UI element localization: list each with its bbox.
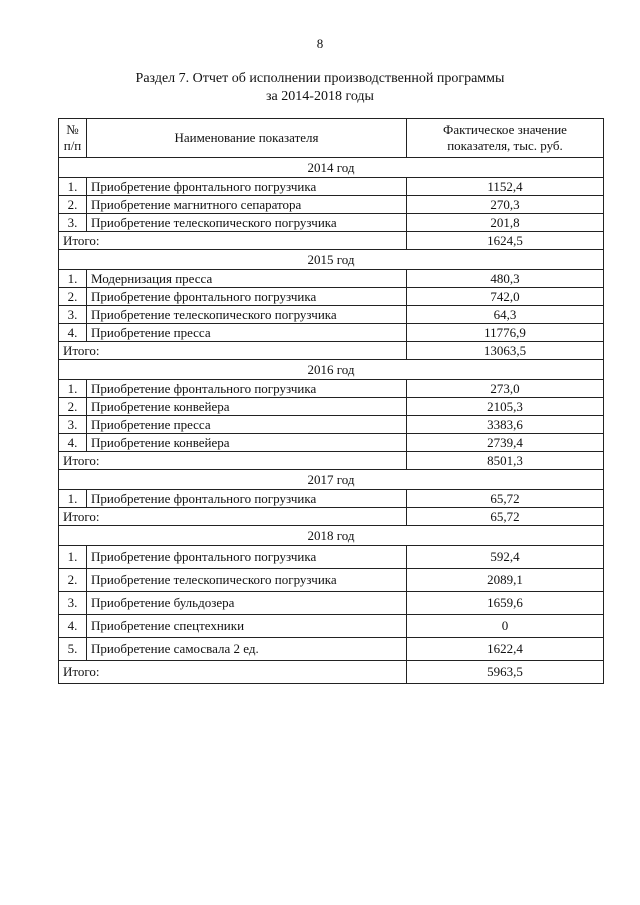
year-label: 2017 год	[59, 470, 604, 490]
row-value: 201,8	[407, 214, 604, 232]
report-table	[58, 118, 604, 684]
header-name: Наименование показателя	[87, 119, 407, 158]
total-value: 5963,5	[407, 661, 604, 684]
table-row	[59, 490, 604, 508]
row-value: 270,3	[407, 196, 604, 214]
row-name: Приобретение телескопического погрузчика	[87, 569, 407, 592]
year-row	[59, 470, 604, 490]
row-name: Приобретение фронтального погрузчика	[87, 178, 407, 196]
row-value: 3383,6	[407, 416, 604, 434]
total-label: Итого:	[59, 508, 407, 526]
row-value: 273,0	[407, 380, 604, 398]
header-value: Фактическое значение показателя, тыс. руб.	[407, 119, 604, 158]
row-name: Приобретение магнитного сепаратора	[87, 196, 407, 214]
table-row	[59, 270, 604, 288]
row-value: 1152,4	[407, 178, 604, 196]
row-name: Модернизация пресса	[87, 270, 407, 288]
row-value: 742,0	[407, 288, 604, 306]
table-row	[59, 615, 604, 638]
row-name: Приобретение телескопического погрузчика	[87, 306, 407, 324]
year-row	[59, 158, 604, 178]
row-number: 4.	[59, 324, 87, 342]
table-row	[59, 196, 604, 214]
row-name: Приобретение спецтехники	[87, 615, 407, 638]
row-number: 2.	[59, 398, 87, 416]
row-value: 592,4	[407, 546, 604, 569]
row-value: 1622,4	[407, 638, 604, 661]
table-header-row	[59, 119, 604, 158]
row-value: 2089,1	[407, 569, 604, 592]
row-value: 64,3	[407, 306, 604, 324]
total-row	[59, 508, 604, 526]
row-name: Приобретение фронтального погрузчика	[87, 546, 407, 569]
row-name: Приобретение пресса	[87, 324, 407, 342]
row-name: Приобретение конвейера	[87, 434, 407, 452]
total-value: 8501,3	[407, 452, 604, 470]
total-label: Итого:	[59, 342, 407, 360]
row-number: 2.	[59, 196, 87, 214]
row-value: 65,72	[407, 490, 604, 508]
page-number: 8	[316, 36, 324, 51]
table-row	[59, 324, 604, 342]
table-row	[59, 398, 604, 416]
row-name: Приобретение фронтального погрузчика	[87, 490, 407, 508]
total-label: Итого:	[59, 452, 407, 470]
table-row	[59, 178, 604, 196]
total-row	[59, 661, 604, 684]
year-label: 2016 год	[59, 360, 604, 380]
total-value: 13063,5	[407, 342, 604, 360]
row-value: 480,3	[407, 270, 604, 288]
row-number: 4.	[59, 434, 87, 452]
heading-line-1: Раздел 7. Отчет об исполнении производственной программы	[135, 71, 505, 86]
row-number: 5.	[59, 638, 87, 661]
table-row	[59, 380, 604, 398]
row-number: 1.	[59, 380, 87, 398]
total-value: 1624,5	[407, 232, 604, 250]
header-number: № п/п	[59, 119, 87, 158]
row-number: 3.	[59, 214, 87, 232]
report-heading	[0, 70, 640, 106]
total-label: Итого:	[59, 661, 407, 684]
year-row	[59, 526, 604, 546]
table-row	[59, 288, 604, 306]
table-row	[59, 592, 604, 615]
table-row	[59, 546, 604, 569]
row-number: 2.	[59, 288, 87, 306]
row-value: 1659,6	[407, 592, 604, 615]
total-row	[59, 452, 604, 470]
year-label: 2014 год	[59, 158, 604, 178]
table-row	[59, 638, 604, 661]
row-name: Приобретение фронтального погрузчика	[87, 380, 407, 398]
year-label: 2015 год	[59, 250, 604, 270]
report-body	[59, 158, 604, 684]
row-name: Приобретение фронтального погрузчика	[87, 288, 407, 306]
row-name: Приобретение конвейера	[87, 398, 407, 416]
table-row	[59, 214, 604, 232]
row-number: 3.	[59, 306, 87, 324]
total-row	[59, 232, 604, 250]
table-row	[59, 416, 604, 434]
total-label: Итого:	[59, 232, 407, 250]
row-value: 11776,9	[407, 324, 604, 342]
total-row	[59, 342, 604, 360]
row-name: Приобретение пресса	[87, 416, 407, 434]
row-number: 3.	[59, 592, 87, 615]
row-number: 4.	[59, 615, 87, 638]
row-value: 2105,3	[407, 398, 604, 416]
table-row	[59, 569, 604, 592]
table-row	[59, 434, 604, 452]
row-number: 1.	[59, 270, 87, 288]
row-number: 1.	[59, 178, 87, 196]
row-value: 0	[407, 615, 604, 638]
row-number: 1.	[59, 490, 87, 508]
year-row	[59, 360, 604, 380]
heading-line-2: за 2014-2018 годы	[266, 89, 374, 104]
year-row	[59, 250, 604, 270]
row-number: 1.	[59, 546, 87, 569]
row-number: 2.	[59, 569, 87, 592]
table-row	[59, 306, 604, 324]
row-name: Приобретение телескопического погрузчика	[87, 214, 407, 232]
row-number: 3.	[59, 416, 87, 434]
total-value: 65,72	[407, 508, 604, 526]
row-name: Приобретение бульдозера	[87, 592, 407, 615]
row-value: 2739,4	[407, 434, 604, 452]
row-name: Приобретение самосвала 2 ед.	[87, 638, 407, 661]
year-label: 2018 год	[59, 526, 604, 546]
